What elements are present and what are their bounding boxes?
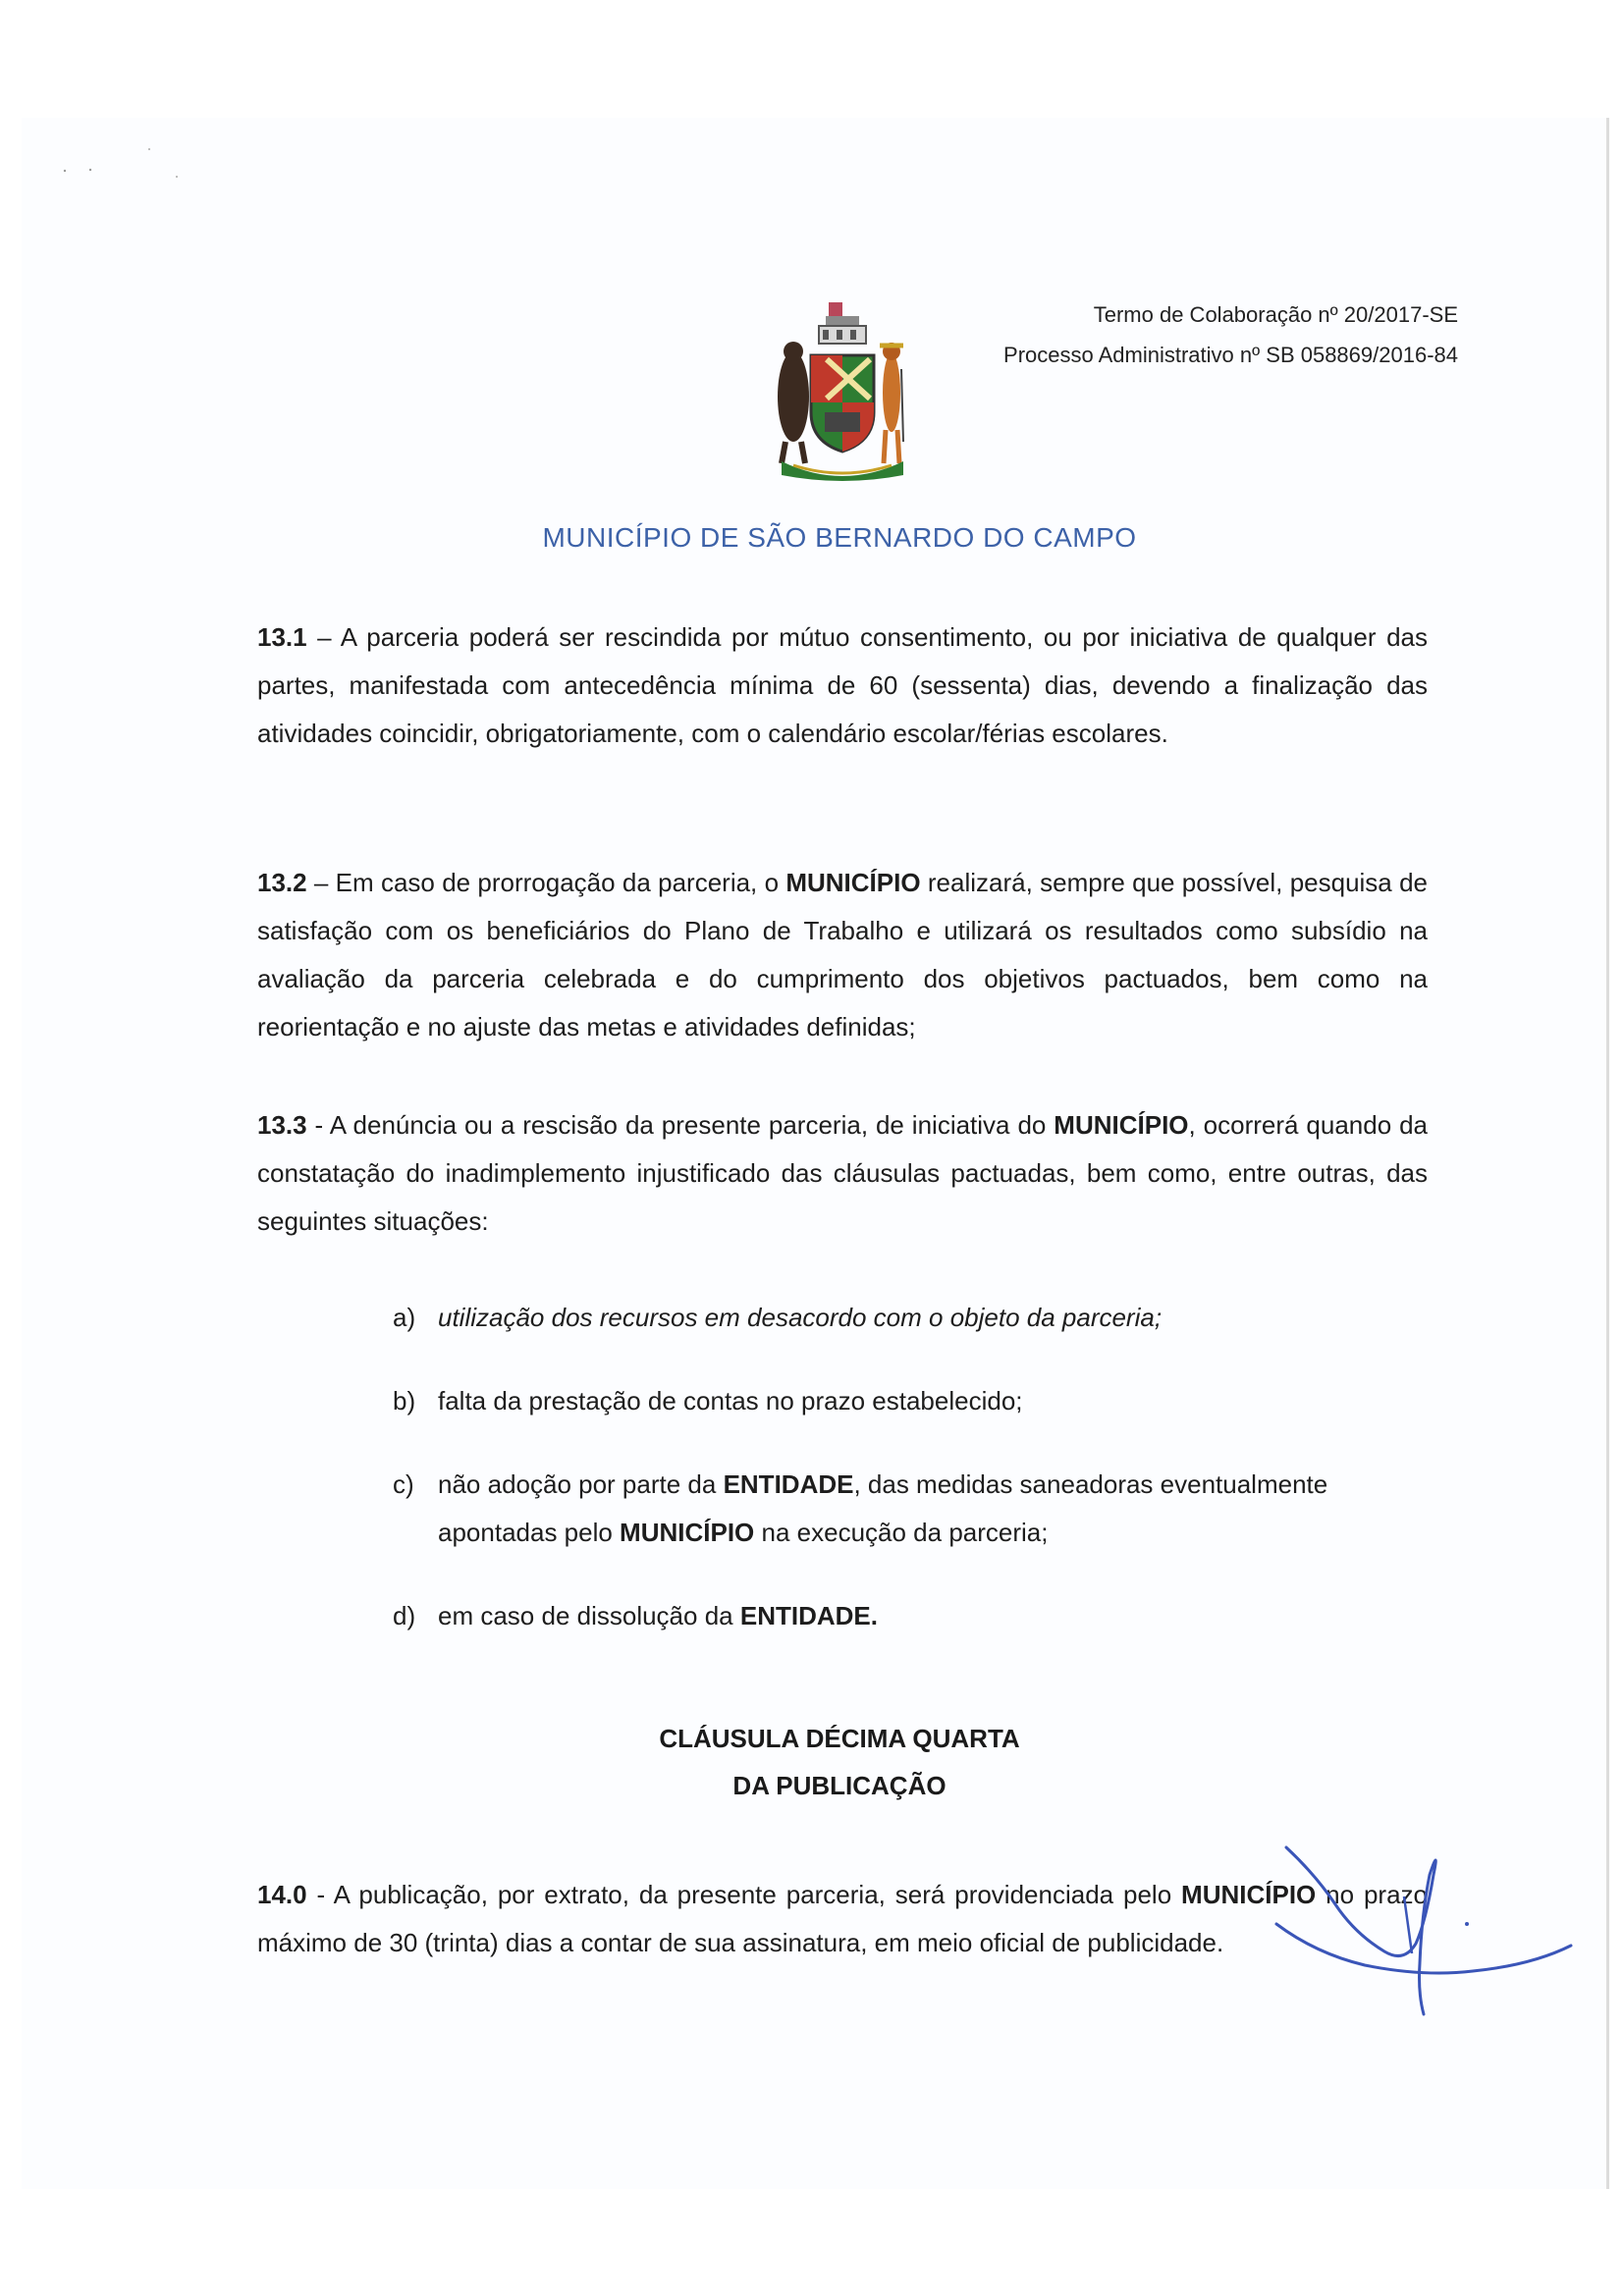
section-heading-line1: CLÁUSULA DÉCIMA QUARTA <box>659 1724 1020 1753</box>
list-item-text <box>438 1461 1434 1557</box>
list-item <box>393 1461 1434 1557</box>
clause-text: A publicação, por extrato, da presente parceria, será providenciada pelo <box>333 1880 1182 1909</box>
clause-text: , ocorrerá quando da constatação do inadimplemento injustificado das cláusulas pactuadas, bem como, entre outras, das seguintes situações: <box>257 1110 1429 1236</box>
list-item-bold-term: ENTIDADE. <box>739 1601 878 1630</box>
situations-list <box>393 1294 1434 1676</box>
clause-13-2 <box>257 859 1428 1051</box>
list-item-bold-term: MUNICÍPIO <box>620 1518 755 1547</box>
clause-text: realizará, sempre que possível, pesquisa de satisfação com os beneficiários do Plano de Trabalho e utilizará os resultados como subsídio na avaliação da parceria celebrada e do cumprimento dos objetivos pactuados, bem como na reorientação e no ajuste das metas e atividades definidas; <box>257 868 1428 1041</box>
list-item-text-part: não adoção por parte da <box>438 1469 724 1499</box>
clause-text: no prazo máximo de 30 (trinta) dias a contar de sua assinatura, em meio oficial de publicidade. <box>257 1880 1429 1957</box>
clause-bold-term: MUNICÍPIO <box>785 868 921 897</box>
list-item-letter: d) <box>393 1601 416 1630</box>
processo-reference: Processo Administrativo nº SB 058869/2016-84 <box>1003 343 1458 367</box>
list-item-text: utilização dos recursos em desacordo com o objeto da parceria; <box>438 1303 1163 1332</box>
scan-edge <box>1606 118 1609 2189</box>
section-heading-line2: DA PUBLICAÇÃO <box>732 1771 947 1800</box>
clause-number: 13.2 <box>257 868 307 897</box>
clause-separator: – <box>306 868 336 897</box>
clause-number: 14.0 <box>257 1880 307 1909</box>
list-item <box>393 1592 1434 1640</box>
coat-of-arms-icon <box>772 294 913 487</box>
list-item-text-part: na execução da parceria; <box>754 1518 1049 1547</box>
municipality-title: MUNICÍPIO DE SÃO BERNARDO DO CAMPO <box>542 522 1137 553</box>
list-item-text-part: , das medidas saneadoras eventualmente apontadas pelo <box>438 1469 1328 1547</box>
scan-specks <box>59 137 196 196</box>
clause-13-1 <box>257 614 1428 758</box>
clause-text: Em caso de prorrogação da parceria, o <box>335 868 786 897</box>
section-heading <box>0 1715 1623 1809</box>
clause-text: A denúncia ou a rescisão da presente parceria, de iniciativa do <box>329 1110 1055 1140</box>
clause-separator: - <box>306 1110 330 1140</box>
clause-number: 13.1 <box>257 622 307 652</box>
document-reference <box>1003 294 1458 375</box>
list-item-letter: a) <box>393 1303 416 1332</box>
list-item-text-part: em caso de dissolução da <box>438 1601 740 1630</box>
list-item-bold-term: ENTIDADE <box>723 1469 854 1499</box>
clause-separator: - <box>306 1880 334 1909</box>
clause-bold-term: MUNICÍPIO <box>1181 1880 1317 1909</box>
clause-number: 13.3 <box>257 1110 307 1140</box>
handwritten-signature-icon <box>1257 1836 1591 2032</box>
list-item-letter: b) <box>393 1386 416 1415</box>
list-item <box>393 1377 1434 1425</box>
clause-text: A parceria poderá ser rescindida por mútuo consentimento, ou por iniciativa de qualquer das partes, manifestada com antecedência mínima de 60 (sessenta) dias, devendo a finalização das atividades coincidir, obrigatoriamente, com o calendário escolar/férias escolares. <box>257 622 1428 748</box>
clause-13-3 <box>257 1101 1428 1246</box>
termo-reference: Termo de Colaboração nº 20/2017-SE <box>1093 302 1458 327</box>
list-item-text <box>438 1592 1434 1640</box>
list-item-text: falta da prestação de contas no prazo estabelecido; <box>438 1386 1023 1415</box>
clause-14-0 <box>257 1871 1428 1967</box>
list-item-letter: c) <box>393 1469 414 1499</box>
clause-bold-term: MUNICÍPIO <box>1054 1110 1189 1140</box>
clause-separator: – <box>306 622 341 652</box>
list-item <box>393 1294 1434 1342</box>
